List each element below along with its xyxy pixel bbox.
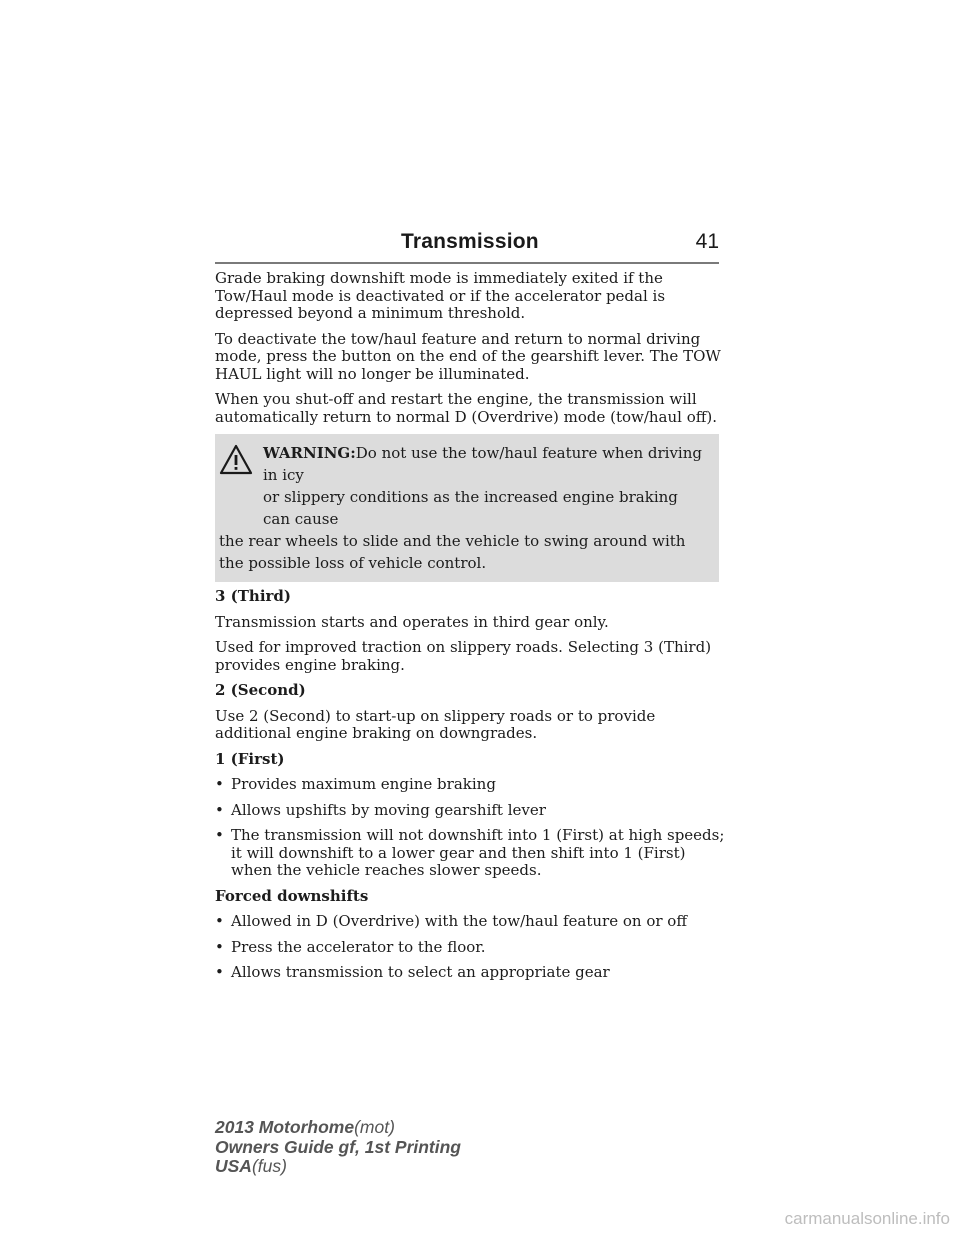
list-item: [215, 827, 725, 880]
paragraph-grade-braking: Grade braking downshift mode is immediately exited if the Tow/Haul mode is deactivated or if the accelerator pedal is depressed beyond a minimum threshold.: [215, 269, 666, 322]
bullet-icon: •: [215, 800, 224, 819]
list-item: [215, 802, 725, 820]
paragraph-second-1: Use 2 (Second) to start-up on slippery roads or to provide additional engine braking on downgrades.: [215, 706, 656, 742]
list-item: [215, 776, 725, 794]
list-item-text: Press the accelerator to the floor.: [231, 937, 486, 956]
watermark: carmanualsonline.info: [784, 1209, 950, 1228]
paragraph-deactivate-tow-haul: To deactivate the tow/haul feature and return to normal driving mode, press the button on the end of the gearshift lever. The TOW HAUL light will no longer be illuminated.: [215, 329, 721, 383]
footer-model-code: (mot): [354, 1117, 395, 1137]
heading-second: 2 (Second): [215, 681, 306, 699]
footer-market: USA: [215, 1156, 252, 1176]
footer-model: 2013 Motorhome: [215, 1117, 355, 1137]
footer-guide: Owners Guide gf, 1st Printing: [215, 1136, 461, 1157]
footer-line-3: [215, 1157, 461, 1177]
list-item-text: Allows transmission to select an appropriate gear: [231, 963, 610, 981]
warning-box: [215, 434, 719, 582]
heading-forced-downshifts: Forced downshifts: [215, 886, 369, 905]
warning-triangle-icon: [219, 444, 253, 476]
footer-line-2: [215, 1138, 461, 1158]
paragraph-third-1: Transmission starts and operates in third gear only.: [215, 612, 609, 631]
bullet-icon: •: [215, 937, 224, 956]
print-footer: [215, 1118, 461, 1177]
forced-bullet-list: [215, 913, 725, 982]
warning-text-line2: or slippery conditions as the increased engine braking can cause: [263, 488, 678, 528]
section-title: Transmission: [401, 230, 539, 253]
footer-market-code: (fus): [251, 1156, 287, 1176]
first-bullet-list: [215, 776, 725, 880]
bullet-icon: •: [215, 826, 224, 844]
list-item-text: The transmission will not downshift into 1 (First) at high speeds; it will downshift to a lower gear and then shift into 1 (First) when the vehicle reaches slower speeds.: [231, 826, 725, 879]
bullet-icon: •: [215, 912, 224, 930]
list-item: [215, 913, 725, 931]
bullet-icon: •: [215, 963, 224, 981]
list-item-text: Allows upshifts by moving gearshift lever: [231, 800, 546, 819]
list-item: [215, 964, 725, 982]
page-number: 41: [695, 230, 719, 253]
paragraph-third-2: Used for improved traction on slippery roads. Selecting 3 (Third) provides engine braking.: [215, 638, 712, 674]
body-content: [215, 270, 725, 990]
page-header: [215, 228, 719, 264]
warning-label: WARNING:: [263, 444, 356, 462]
heading-third: 3 (Third): [215, 587, 292, 605]
paragraph-restart-engine: When you shut-off and restart the engine, the transmission will automatically return to normal D (Overdrive) mode (tow/haul off).: [215, 390, 718, 426]
warning-text-rest: the rear wheels to slide and the vehicle to swing around with the possible loss of vehicle control.: [219, 532, 686, 572]
heading-first: 1 (First): [215, 749, 285, 768]
list-item-text: Allowed in D (Overdrive) with the tow/haul feature on or off: [231, 912, 687, 930]
footer-line-1: [215, 1118, 461, 1138]
list-item: [215, 939, 725, 957]
warning-first-line: [219, 442, 709, 486]
warning-text-line1: Do not use the tow/haul feature when driving in icy: [263, 444, 702, 484]
list-item-text: Provides maximum engine braking: [231, 775, 496, 793]
bullet-icon: •: [215, 775, 224, 793]
